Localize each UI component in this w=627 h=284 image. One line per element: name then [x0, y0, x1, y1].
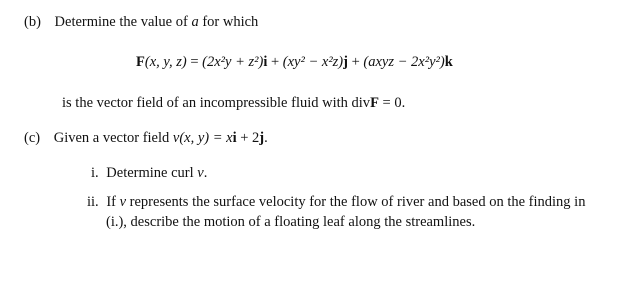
velocity-field-end: . — [264, 130, 268, 146]
equals-sign: = — [186, 54, 203, 70]
part-b-label: (b) — [24, 14, 41, 30]
unit-vector-k: k — [444, 54, 453, 70]
unit-vector-i: i — [232, 130, 237, 146]
velocity-field-expr: ν(x, y) = x — [172, 130, 233, 146]
condition-text: is the vector field of an incompressible fluid with div — [62, 95, 371, 111]
sub-item-i-label: i. — [91, 165, 99, 181]
sub-item-ii-label: ii. — [87, 194, 99, 210]
condition-suffix: = 0. — [378, 95, 406, 111]
sub-item-ii-line2 — [106, 213, 475, 231]
sub-item-i — [91, 164, 207, 182]
condition-field: F — [370, 95, 379, 111]
j-component: (xy² − x²z) — [282, 54, 344, 70]
sub-item-ii-variable: ν — [119, 194, 127, 210]
velocity-field-mid: + 2 — [236, 130, 260, 146]
part-b-question — [24, 13, 258, 31]
k-component: (axyz − 2x²y²) — [363, 54, 445, 70]
part-b-prompt-end: for which — [202, 14, 259, 30]
plus-sign: + — [267, 54, 283, 70]
part-c-prompt: Given a vector field — [53, 130, 170, 146]
sub-item-ii — [87, 193, 585, 211]
field-name: F — [136, 54, 145, 70]
sub-item-ii-text-line1: represents the surface velocity for the flow of river and based on the finding in — [129, 194, 586, 210]
part-c-question — [24, 129, 268, 147]
sub-item-i-variable: ν — [197, 165, 204, 181]
field-args: (x, y, z) — [144, 54, 187, 70]
unit-vector-j: j — [259, 130, 265, 146]
unit-vector-i: i — [263, 54, 268, 70]
part-b-condition — [62, 94, 405, 112]
vector-field-equation — [136, 53, 453, 71]
part-c-label: (c) — [24, 130, 41, 146]
part-b-prompt: Determine the value of — [54, 14, 188, 30]
sub-item-i-text: Determine curl — [106, 165, 194, 181]
plus-sign: + — [347, 54, 364, 70]
unit-vector-j: j — [343, 54, 348, 70]
sub-item-ii-text-start: If — [106, 194, 116, 210]
i-component: (2x²y + z²) — [202, 54, 264, 70]
sub-item-i-end: . — [203, 165, 208, 181]
sub-item-ii-text-line2: (i.), describe the motion of a floating leaf along the streamlines. — [106, 214, 476, 230]
part-b-variable: a — [191, 14, 199, 30]
